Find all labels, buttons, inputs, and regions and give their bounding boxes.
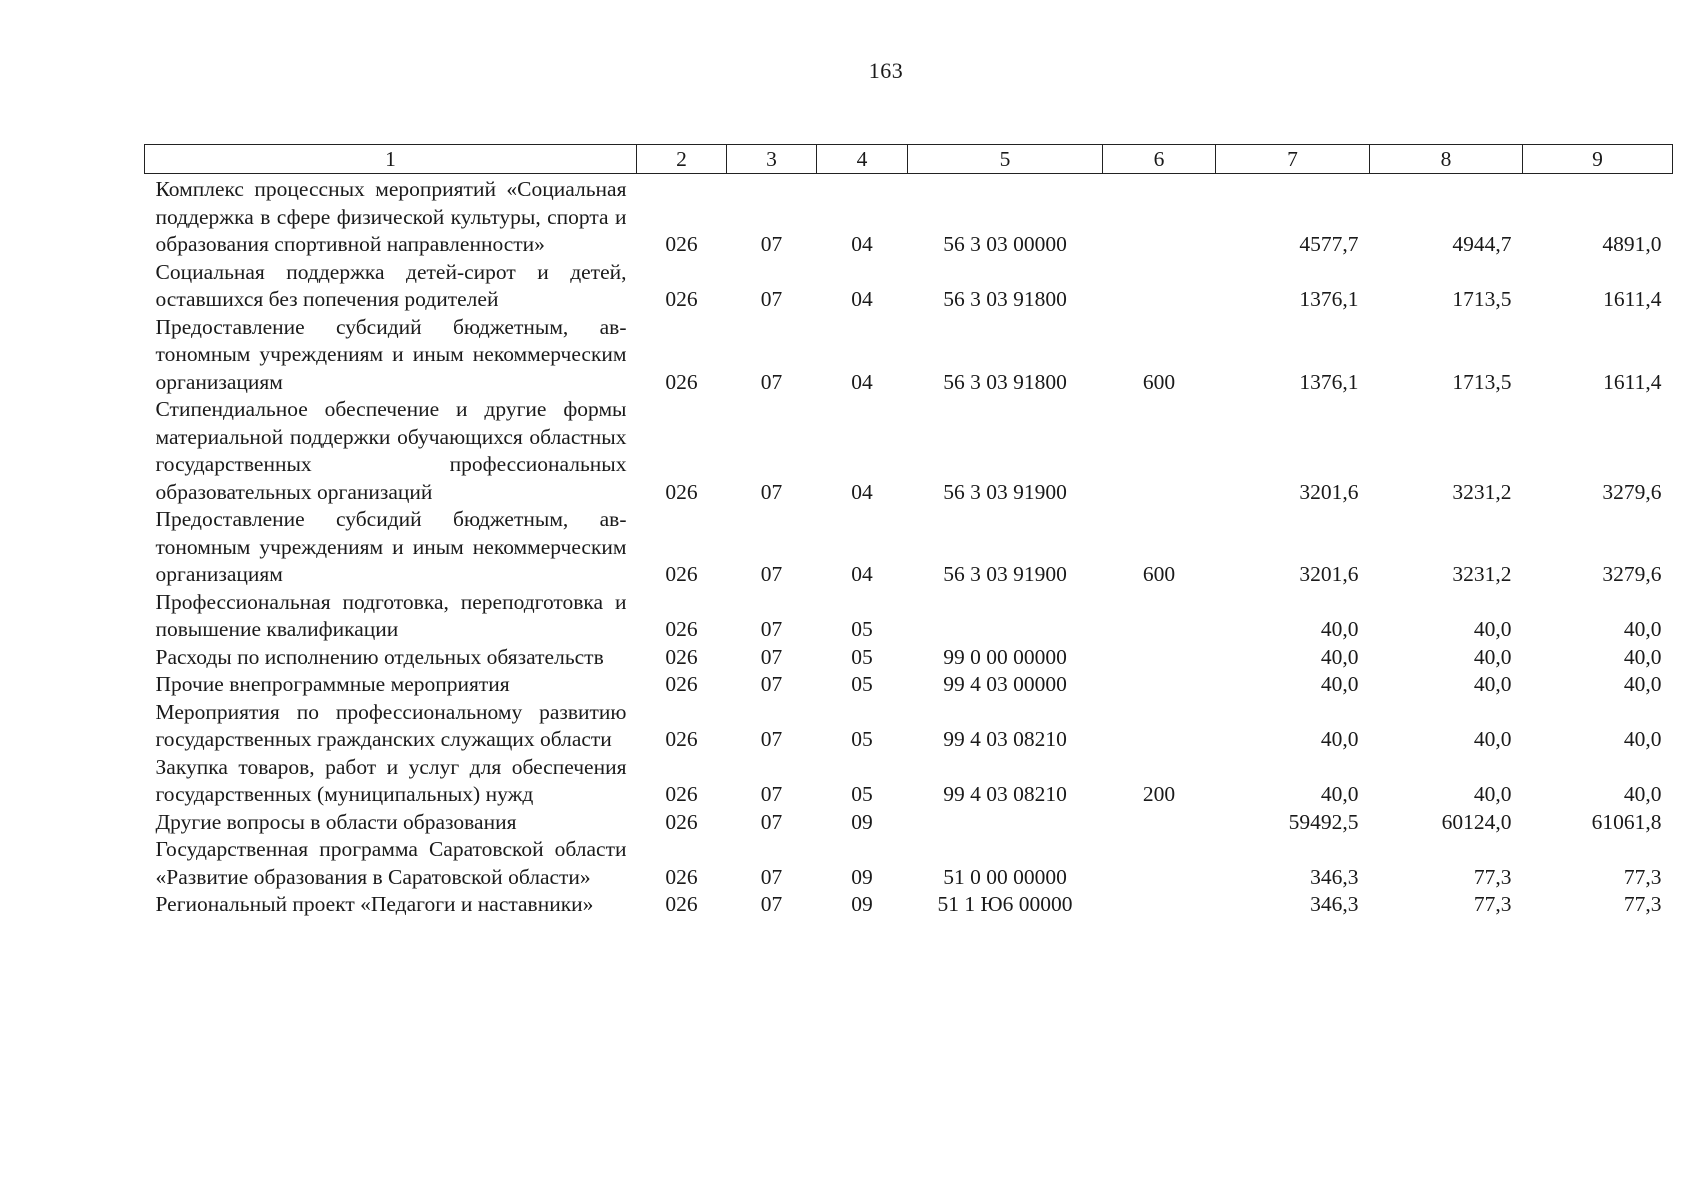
row-pr: 05 — [851, 644, 873, 669]
budget-table — [144, 144, 1673, 919]
table-row — [145, 259, 1673, 314]
row-value-2: 40,0 — [1473, 782, 1512, 806]
row-gr: 026 — [665, 727, 698, 751]
row-value-1: 346,3 — [1310, 864, 1359, 889]
row-pr: 09 — [851, 809, 873, 834]
row-value-2: 40,0 — [1473, 727, 1512, 751]
row-value-3: 40,0 — [1623, 617, 1662, 641]
table-row — [145, 671, 1673, 699]
row-rz: 07 — [760, 617, 783, 641]
row-value-3: 40,0 — [1623, 727, 1662, 751]
table-row — [145, 809, 1673, 837]
table-row — [145, 396, 1673, 506]
row-csr: 99 0 00 00000 — [943, 644, 1067, 669]
column-header: 6 — [1103, 145, 1216, 174]
row-value-1: 3201,6 — [1299, 562, 1359, 586]
row-value-1: 3201,6 — [1299, 479, 1359, 504]
row-value-3: 40,0 — [1623, 672, 1662, 696]
row-rz: 07 — [760, 369, 783, 394]
row-vr — [1103, 174, 1216, 259]
row-rz: 07 — [760, 672, 783, 696]
column-header: 3 — [727, 145, 817, 174]
row-pr: 05 — [851, 617, 873, 641]
row-gr: 026 — [665, 369, 698, 394]
row-rz: 07 — [760, 232, 783, 256]
table-row — [145, 754, 1673, 809]
row-gr: 026 — [665, 232, 698, 256]
row-vr — [1103, 671, 1216, 699]
table-row — [145, 589, 1673, 644]
row-name: Другие вопросы в области образования — [155, 809, 517, 834]
row-pr: 04 — [851, 479, 873, 504]
row-csr: 51 0 00 00000 — [943, 864, 1067, 889]
row-value-2: 40,0 — [1473, 644, 1512, 669]
row-pr: 09 — [851, 864, 873, 889]
table-row — [145, 891, 1673, 919]
table-row — [145, 314, 1673, 397]
row-gr: 026 — [665, 782, 698, 806]
row-value-2: 60124,0 — [1441, 809, 1512, 834]
row-rz: 07 — [760, 809, 783, 834]
row-vr — [1103, 891, 1216, 919]
row-gr: 026 — [665, 562, 698, 586]
row-name: Комплекс процессных мероприятий «Социальная поддержка в сфере физической культуры, спорта и образования спортивной направленности» — [155, 177, 627, 256]
row-value-1: 1376,1 — [1299, 369, 1359, 394]
row-csr — [908, 809, 1103, 837]
row-value-3: 77,3 — [1623, 864, 1662, 889]
column-header: 4 — [817, 145, 908, 174]
column-header: 2 — [637, 145, 727, 174]
row-pr: 04 — [851, 562, 873, 586]
table-row — [145, 836, 1673, 891]
row-value-1: 59492,5 — [1288, 809, 1359, 834]
row-value-1: 40,0 — [1320, 617, 1359, 641]
row-value-3: 4891,0 — [1602, 232, 1662, 256]
row-value-1: 40,0 — [1320, 782, 1359, 806]
row-value-3: 40,0 — [1623, 782, 1662, 806]
column-header: 7 — [1216, 145, 1370, 174]
row-gr: 026 — [665, 644, 698, 669]
row-csr: 99 4 03 00000 — [943, 672, 1067, 696]
row-pr: 04 — [851, 369, 873, 394]
row-name: Мероприятия по профессиональному развитию государственных гражданских служащих области — [155, 699, 627, 751]
row-vr — [1103, 809, 1216, 837]
row-gr: 026 — [665, 287, 698, 311]
row-csr: 56 3 03 91800 — [943, 287, 1067, 311]
row-value-2: 77,3 — [1473, 864, 1512, 889]
row-value-2: 77,3 — [1473, 892, 1512, 916]
row-value-1: 4577,7 — [1299, 232, 1359, 256]
row-pr: 04 — [851, 287, 873, 311]
row-rz: 07 — [760, 864, 783, 889]
row-vr — [1103, 396, 1216, 506]
row-value-3: 40,0 — [1623, 644, 1662, 669]
row-name: Профессиональная подготовка, переподготовка и повышение квалификации — [155, 589, 627, 641]
row-vr — [1103, 699, 1216, 754]
row-name: Предоставление субсидий бюджетным, автономным учреждениям и иным некоммерческим организациям — [155, 507, 627, 586]
row-value-2: 40,0 — [1473, 617, 1512, 641]
row-value-3: 1611,4 — [1603, 287, 1662, 311]
row-name: Закупка товаров, работ и услуг для обеспечения государственных (муниципальных) нужд — [155, 754, 627, 806]
row-pr: 09 — [851, 892, 873, 916]
table-row — [145, 506, 1673, 589]
row-csr: 99 4 03 08210 — [943, 727, 1067, 751]
row-gr: 026 — [665, 864, 698, 889]
table-row — [145, 174, 1673, 259]
row-vr: 200 — [1142, 782, 1176, 806]
row-name: Социальная поддержка детей-сирот и детей, оставшихся без попечения родителей — [155, 259, 627, 311]
row-value-2: 4944,7 — [1452, 232, 1512, 256]
row-rz: 07 — [760, 892, 783, 916]
row-csr — [908, 589, 1103, 644]
row-name: Государственная программа Саратовской области «Развитие образования в Саратовской области» — [155, 837, 627, 889]
row-value-2: 3231,2 — [1452, 479, 1512, 504]
row-rz: 07 — [760, 782, 783, 806]
row-value-3: 3279,6 — [1602, 562, 1662, 586]
row-csr: 56 3 03 91900 — [943, 562, 1067, 586]
row-pr: 05 — [851, 727, 873, 751]
table-row — [145, 644, 1673, 672]
row-csr: 51 1 Ю6 00000 — [937, 892, 1073, 916]
row-vr — [1103, 644, 1216, 672]
row-name: Региональный проект «Педагоги и наставники» — [155, 892, 594, 916]
row-csr: 56 3 03 91800 — [943, 369, 1067, 394]
row-vr — [1103, 836, 1216, 891]
row-name: Стипендиальное обеспечение и другие формы материальной поддержки обучающихся областных государственных профессиональных образовательных организаций — [155, 397, 627, 504]
row-name: Прочие внепрограммные мероприятия — [155, 672, 510, 696]
row-value-1: 40,0 — [1320, 727, 1359, 751]
row-name: Расходы по исполнению отдельных обязательств — [155, 644, 604, 669]
row-pr: 05 — [851, 782, 873, 806]
row-vr: 600 — [1142, 369, 1176, 394]
row-value-2: 1713,5 — [1452, 369, 1512, 394]
column-header: 9 — [1523, 145, 1673, 174]
row-value-3: 3279,6 — [1602, 479, 1662, 504]
row-pr: 04 — [851, 232, 873, 256]
row-value-3: 1611,4 — [1603, 369, 1662, 394]
row-value-3: 61061,8 — [1591, 809, 1662, 834]
row-gr: 026 — [665, 479, 698, 504]
row-gr: 026 — [665, 617, 698, 641]
row-rz: 07 — [760, 562, 783, 586]
row-rz: 07 — [760, 287, 783, 311]
row-vr: 600 — [1142, 562, 1176, 586]
row-name: Предоставление субсидий бюджетным, автономным учреждениям и иным некоммерческим организациям — [155, 314, 627, 394]
row-vr — [1103, 259, 1216, 314]
row-gr: 026 — [665, 892, 698, 916]
row-pr: 05 — [851, 672, 873, 696]
row-value-1: 1376,1 — [1299, 287, 1359, 311]
table-row — [145, 699, 1673, 754]
column-header: 1 — [145, 145, 637, 174]
row-vr — [1103, 589, 1216, 644]
row-value-2: 1713,5 — [1452, 287, 1512, 311]
row-value-3: 77,3 — [1623, 892, 1662, 916]
row-rz: 07 — [760, 479, 783, 504]
table-body — [145, 174, 1673, 919]
row-csr: 99 4 03 08210 — [943, 782, 1067, 806]
header-row — [145, 145, 1673, 174]
page-number: 163 — [868, 58, 904, 83]
row-value-1: 40,0 — [1320, 672, 1359, 696]
column-header: 5 — [908, 145, 1103, 174]
row-gr: 026 — [665, 809, 698, 834]
row-value-1: 346,3 — [1310, 892, 1359, 916]
row-rz: 07 — [760, 644, 783, 669]
row-rz: 07 — [760, 727, 783, 751]
column-header: 8 — [1370, 145, 1523, 174]
row-value-2: 3231,2 — [1452, 562, 1512, 586]
row-value-1: 40,0 — [1320, 644, 1359, 669]
row-csr: 56 3 03 91900 — [943, 479, 1067, 504]
row-csr: 56 3 03 00000 — [943, 232, 1067, 256]
row-value-2: 40,0 — [1473, 672, 1512, 696]
row-gr: 026 — [665, 672, 698, 696]
